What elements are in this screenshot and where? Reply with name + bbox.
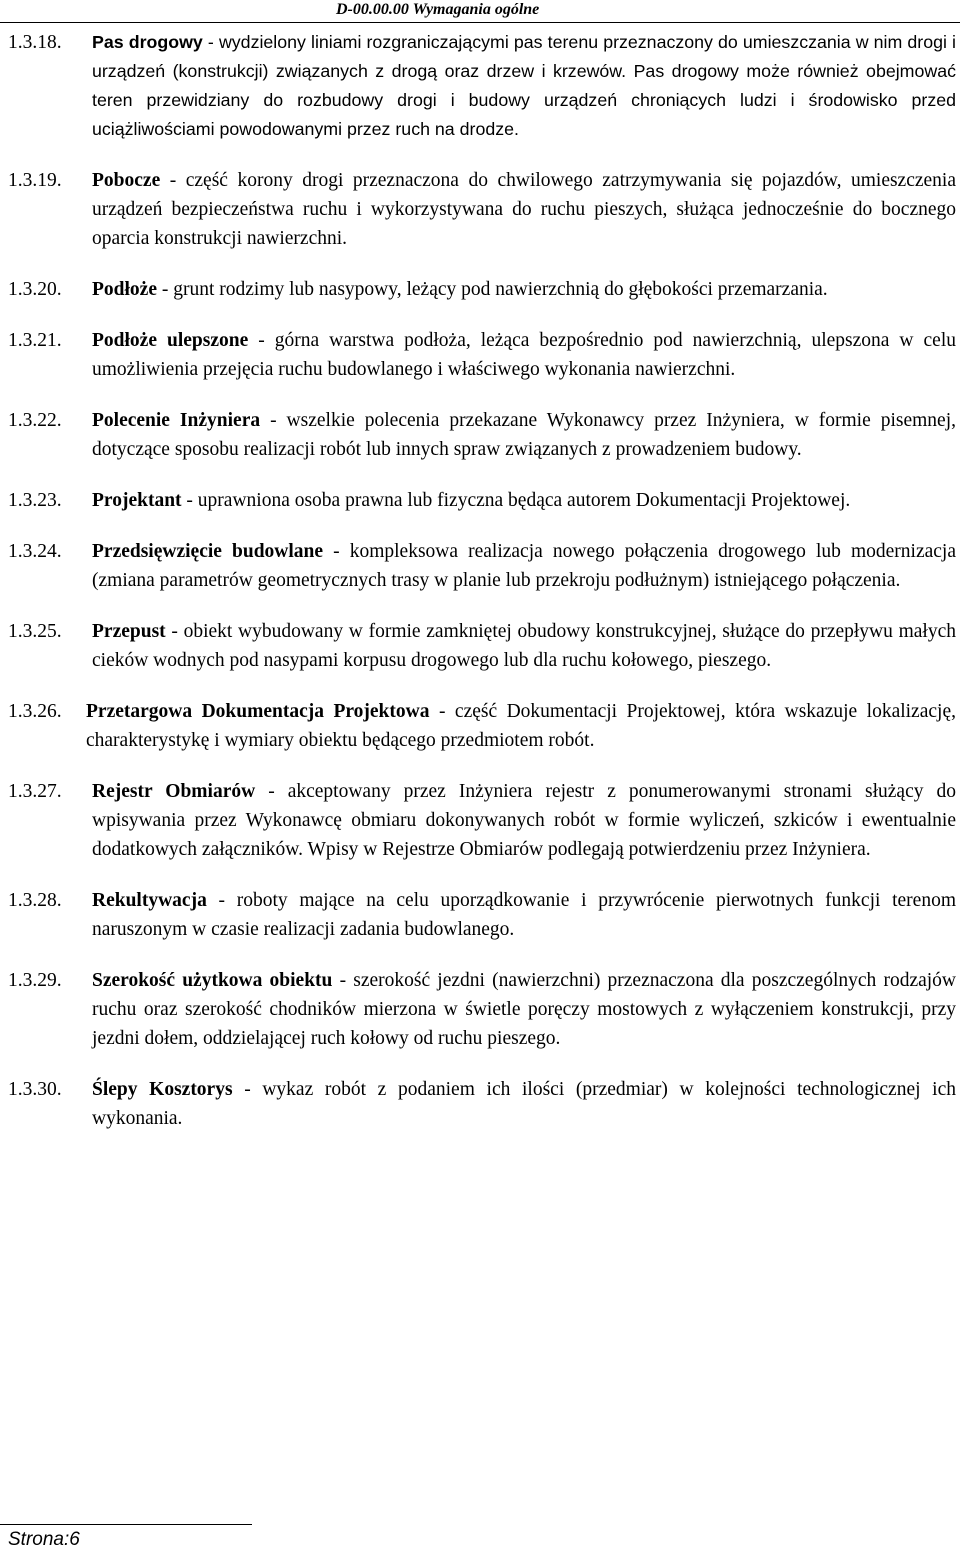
header-title: D-00.00.00 Wymagania ogólne [336, 1, 540, 18]
entry-text: - część korony drogi przeznaczona do chwilowego zatrzymywania się pojazdów, umieszczenia urządzeń bezpieczeństwa ruchu i wykorzystywana do ruchu pieszych, służąca jednocześnie do bocznego oparcia konstrukcji nawierzchni. [92, 170, 956, 249]
entry-number: 1.3.22. [8, 410, 62, 431]
entry-term: Pas drogowy [92, 32, 203, 52]
entry-number: 1.3.26. [8, 701, 62, 722]
entry-content [92, 166, 956, 253]
definition-entry-1-3-30 [8, 1075, 956, 1133]
entry-content [92, 406, 956, 464]
entry-term: Ślepy Kosztorys [92, 1079, 233, 1100]
definition-entry-1-3-20 [8, 275, 956, 304]
entry-number: 1.3.23. [8, 490, 62, 511]
entry-term: Podłoże ulepszone [92, 330, 249, 351]
entry-number: 1.3.29. [8, 970, 62, 991]
entry-text: - wykaz robót z podaniem ich ilości (przedmiar) w kolejności technologicznej ich wykonania. [92, 1079, 956, 1129]
entry-content [92, 777, 956, 864]
entry-term: Polecenie Inżyniera [92, 410, 261, 431]
entry-content [92, 617, 956, 675]
entry-term: Przetargowa Dokumentacja Projektowa [86, 701, 430, 722]
page-header [0, 0, 960, 23]
page-number: Strona:6 [8, 1529, 80, 1550]
entry-text: - akceptowany przez Inżyniera rejestr z ponumerowanymi stronami służący do wpisywania przez Wykonawcę obmiaru dokonywanych robót w formie wyliczeń, szkiców i ewentualnie dodatkowych załączników. Wpisy w Rejestrze Obmiarów podlegają potwierdzeniu przez Inżyniera. [92, 781, 957, 860]
entry-term: Pobocze [92, 170, 161, 191]
footer-divider [0, 1524, 252, 1525]
entry-text: - grunt rodzimy lub nasypowy, leżący pod nawierzchnią do głębokości przemarzania. [156, 279, 828, 300]
entry-number: 1.3.18. [8, 32, 62, 53]
definition-entry-1-3-29 [8, 966, 956, 1053]
entry-number: 1.3.30. [8, 1079, 62, 1100]
entry-term: Projektant [92, 490, 182, 511]
entry-text: - roboty mające na celu uporządkowanie i przywrócenie pierwotnych funkcji terenom naruszonym w czasie realizacji zadania budowlanego. [92, 890, 956, 940]
definition-entry-1-3-22 [8, 406, 956, 464]
entry-content [92, 486, 956, 515]
entry-number: 1.3.20. [8, 279, 62, 300]
entry-number: 1.3.24. [8, 541, 62, 562]
entry-number: 1.3.28. [8, 890, 62, 911]
entry-text: - wydzielony liniami rozgraniczającymi pas terenu przeznaczony do umieszczania w nim drogi i urządzeń (konstrukcji) związanych z drogą oraz drzew i krzewów. Pas drogowy może również obejmować teren przewidziany do rozbudowy drogi i budowy urządzeń chroniących ludzi i środowisko przed uciążliwościami powodowanymi przez ruch na drodze. [92, 32, 956, 139]
entry-number: 1.3.19. [8, 170, 62, 191]
definition-entry-1-3-26 [8, 697, 956, 755]
definition-entry-1-3-18 [8, 28, 956, 144]
entry-text: - obiekt wybudowany w formie zamkniętej obudowy konstrukcyjnej, służące do przepływu małych cieków wodnych pod nasypami korpusu drogowego lub dla ruchu kołowego, pieszego. [92, 621, 956, 671]
entry-number: 1.3.21. [8, 330, 62, 351]
definition-entry-1-3-27 [8, 777, 956, 864]
entry-content [92, 1075, 956, 1133]
entry-content [92, 275, 956, 304]
entry-term: Podłoże [92, 279, 157, 300]
entry-text: - uprawniona osoba prawna lub fizyczna będąca autorem Dokumentacji Projektowej. [181, 490, 851, 511]
entry-text: - górna warstwa podłoża, leżąca bezpośrednio pod nawierzchnią, ulepszona w celu umożliwienia przejęcia ruchu budowlanego i właściwego wykonania nawierzchni. [92, 330, 956, 380]
entry-content [92, 966, 956, 1053]
entry-content [92, 326, 956, 384]
entry-term: Przedsięwzięcie budowlane [92, 541, 324, 562]
entry-term: Przepust [92, 621, 166, 642]
definition-entry-1-3-25 [8, 617, 956, 675]
entry-term: Rejestr Obmiarów [92, 781, 256, 802]
definition-entry-1-3-21 [8, 326, 956, 384]
entry-content [92, 886, 956, 944]
entry-content [86, 697, 956, 755]
definition-entry-1-3-28 [8, 886, 956, 944]
definition-entry-1-3-23 [8, 486, 956, 515]
entry-term: Rekultywacja [92, 890, 207, 911]
definitions-list [8, 28, 956, 1155]
entry-content [92, 537, 956, 595]
entry-number: 1.3.27. [8, 781, 62, 802]
entry-text: - szerokość jezdni (nawierzchni) przeznaczona dla poszczególnych rodzajów ruchu oraz szerokość chodników mierzona w świetle poręczy mostowych z wyłączeniem konstrukcji, przy jezdni dołem, oddzielającej ruch kołowy od ruchu pieszego. [92, 970, 956, 1049]
entry-content [92, 28, 956, 144]
entry-number: 1.3.25. [8, 621, 62, 642]
entry-text: - kompleksowa realizacja nowego połączenia drogowego lub modernizacja (zmiana parametrów geometrycznych trasy w planie lub przekroju podłużnym) istniejącego połączenia. [92, 541, 956, 591]
entry-text: - część Dokumentacji Projektowej, która wskazuje lokalizację, charakterystykę i wymiary obiektu będącego przedmiotem robót. [86, 701, 956, 751]
entry-text: - wszelkie polecenia przekazane Wykonawcy przez Inżyniera, w formie pisemnej, dotyczące sposobu realizacji robót lub innych spraw związanych z prowadzeniem budowy. [92, 410, 956, 460]
definition-entry-1-3-19 [8, 166, 956, 253]
definition-entry-1-3-24 [8, 537, 956, 595]
entry-term: Szerokość użytkowa obiektu [92, 970, 333, 991]
